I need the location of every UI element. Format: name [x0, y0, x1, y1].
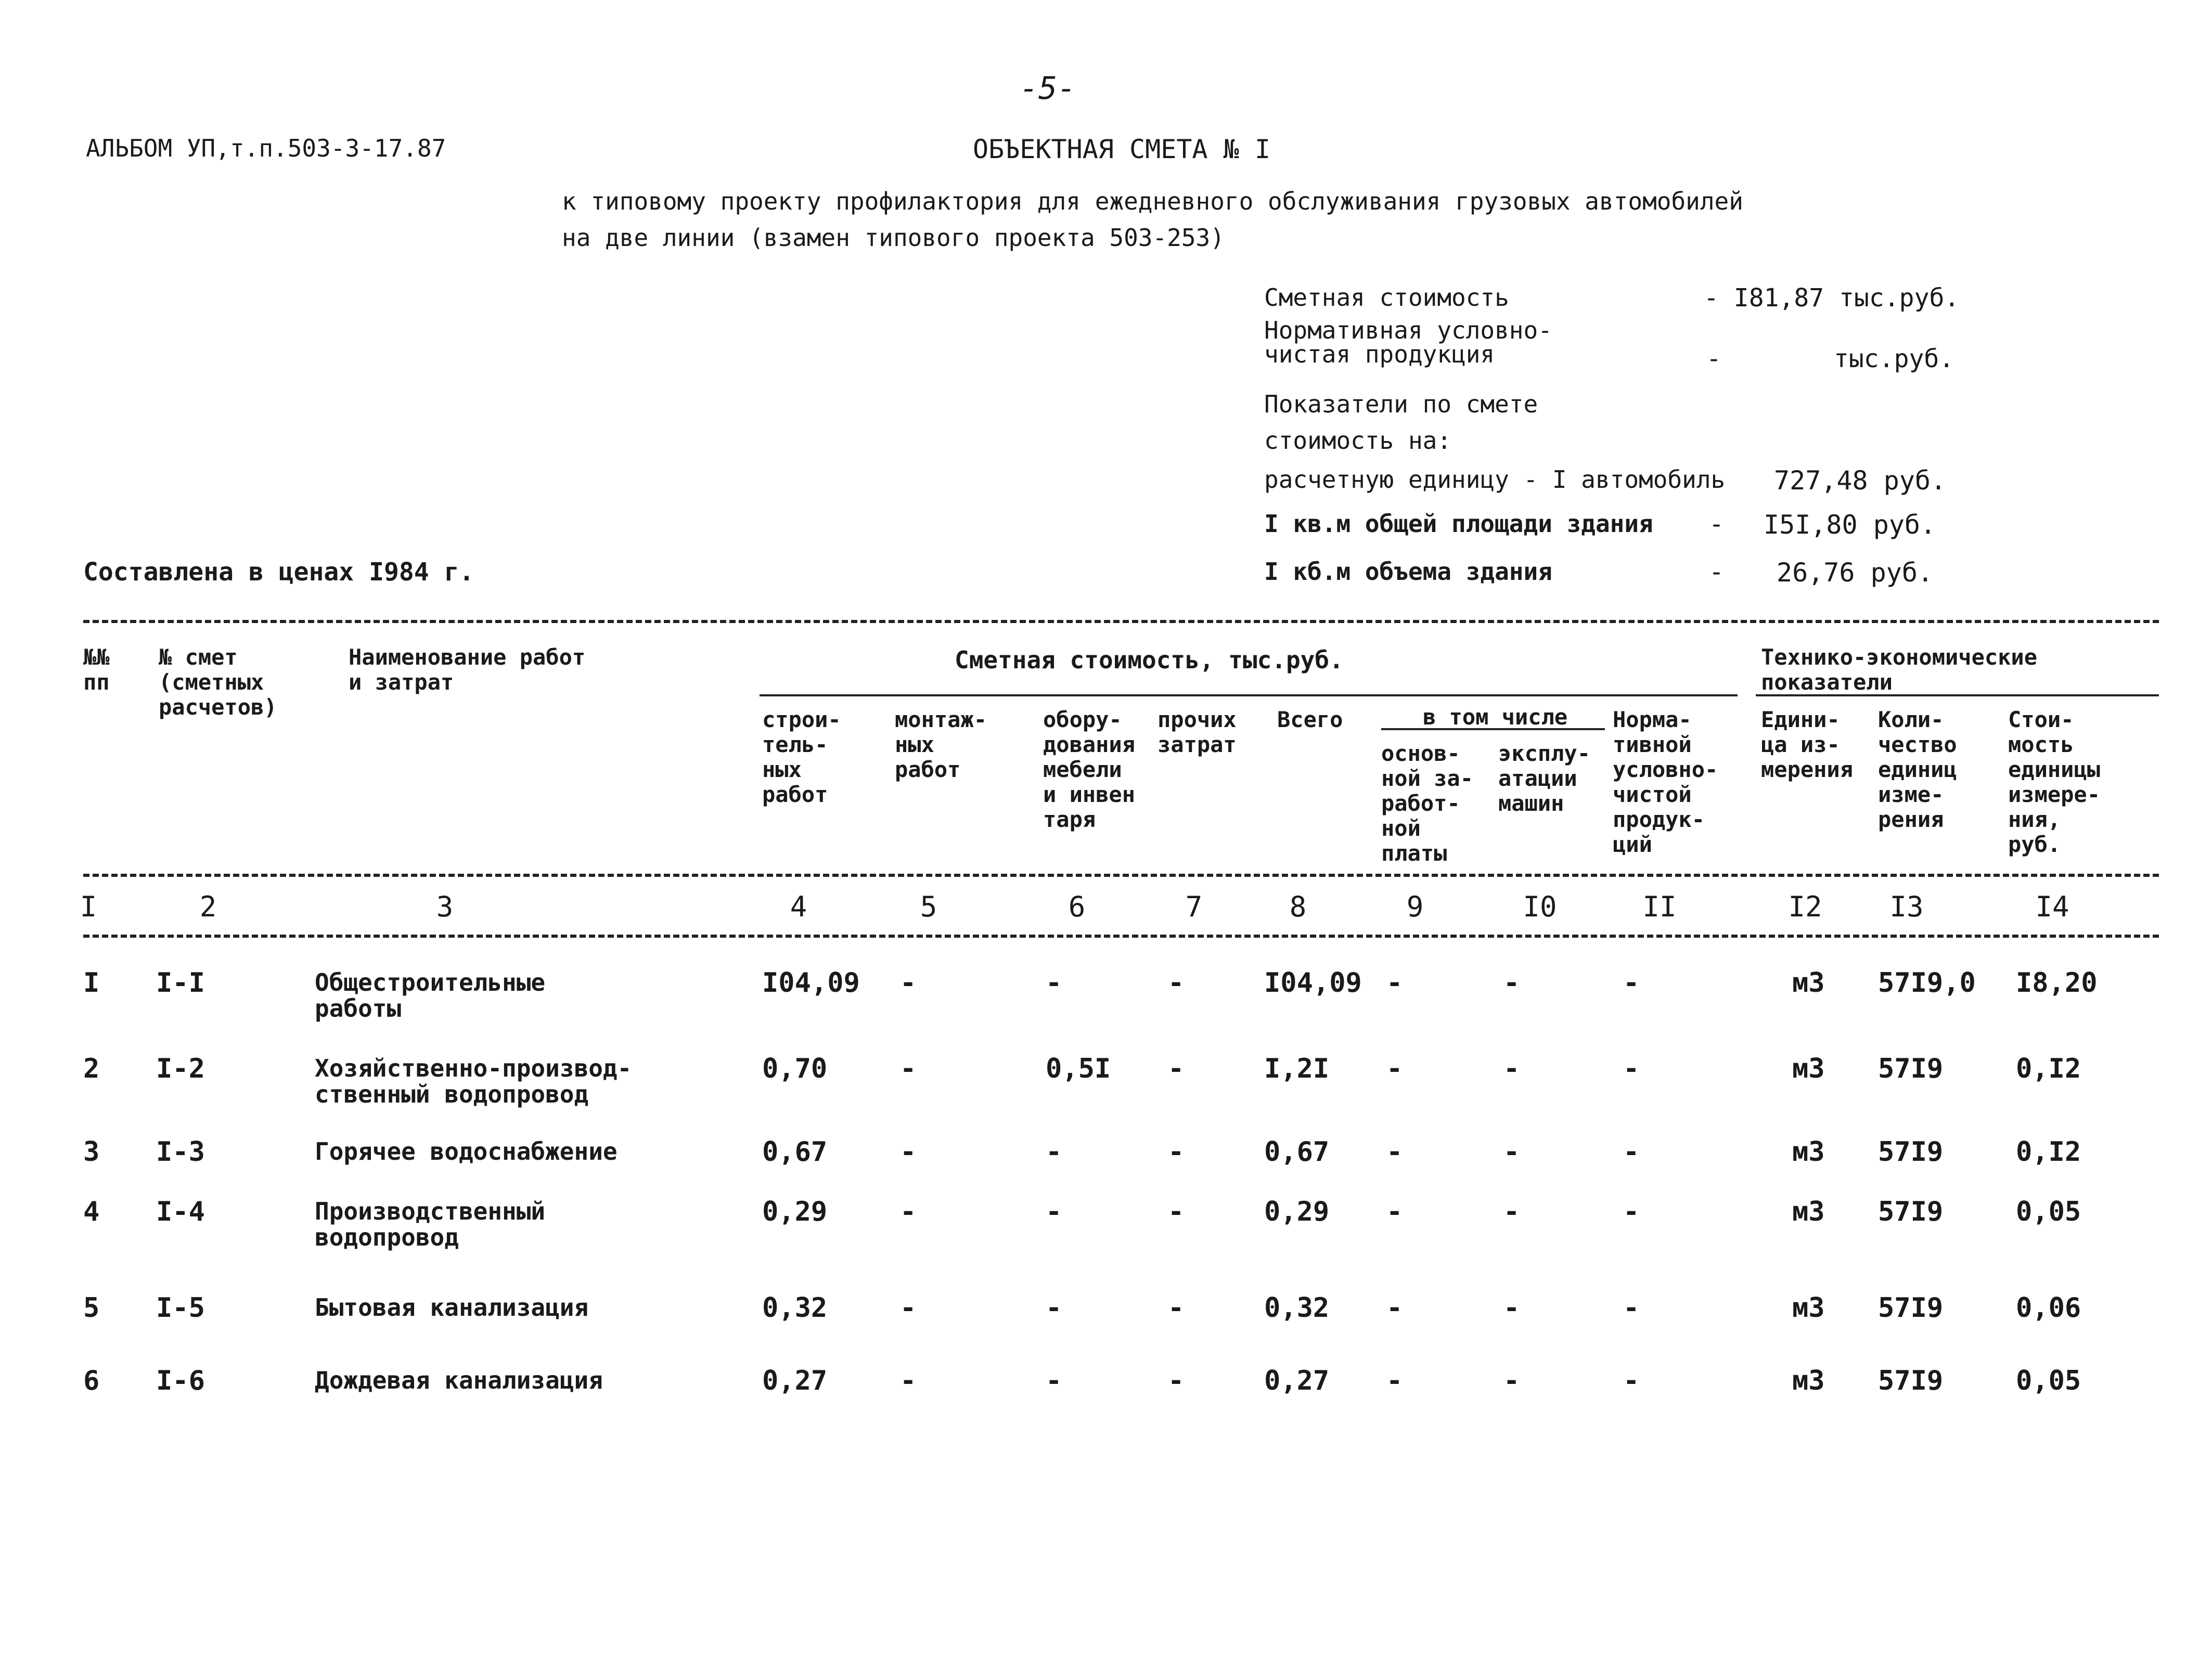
- cell-c5: -: [900, 1196, 917, 1227]
- cell-n: 3: [83, 1136, 100, 1168]
- cell-c11: -: [1623, 1136, 1640, 1168]
- normative-product-unit: тыс.руб.: [1834, 344, 1954, 373]
- indicators-subheading: стоимость на:: [1264, 426, 1452, 455]
- cell-c12: м3: [1792, 1365, 1825, 1396]
- cell-c12: м3: [1792, 967, 1825, 999]
- cell-c14: 0,05: [2016, 1365, 2081, 1396]
- cell-c9: -: [1386, 1196, 1403, 1227]
- header-including: в том числе: [1423, 704, 1568, 730]
- cell-c7: -: [1168, 1136, 1185, 1168]
- column-number-12: I2: [1788, 890, 1822, 923]
- cell-work-name: Хозяйственно-производ- ственный водопровод: [315, 1054, 632, 1108]
- cell-c10: -: [1503, 1136, 1520, 1168]
- per-unit-label: расчетную единицу - I автомобиль: [1264, 465, 1726, 494]
- cell-c11: -: [1623, 967, 1640, 999]
- cell-c8: 0,27: [1264, 1365, 1330, 1396]
- column-number-8: 8: [1289, 890, 1307, 923]
- cell-c4: 0,67: [762, 1136, 828, 1168]
- header-col-12: Едини- ца из- мерения: [1761, 707, 1854, 782]
- cell-c9: -: [1386, 1292, 1403, 1324]
- cell-code: I-2: [156, 1053, 205, 1084]
- cell-c9: -: [1386, 1136, 1403, 1168]
- compiled-prices-note: Составлена в ценах I984 г.: [83, 558, 474, 587]
- cell-c12: м3: [1792, 1136, 1825, 1168]
- column-number-13: I3: [1889, 890, 1924, 923]
- subtitle-line-1: к типовому проекту профилактория для ежедневного обслуживания грузовых автомобилей: [562, 187, 1743, 215]
- column-number-5: 5: [920, 890, 937, 923]
- header-col-5: монтаж- ных работ: [895, 707, 987, 782]
- per-sqm-value: I5I,80 руб.: [1764, 510, 1936, 540]
- cell-c4: 0,32: [762, 1292, 828, 1324]
- cell-c6: -: [1046, 1292, 1062, 1324]
- cell-c11: -: [1623, 1196, 1640, 1227]
- cost-group-underline: [760, 694, 1738, 696]
- header-col-10: эксплу- атации машин: [1498, 741, 1591, 816]
- cell-c10: -: [1503, 1196, 1520, 1227]
- cell-c7: -: [1168, 967, 1185, 999]
- header-col-11: Норма- тивной условно- чистой продук- ций: [1613, 707, 1718, 857]
- cell-c10: -: [1503, 1365, 1520, 1396]
- column-number-9: 9: [1406, 890, 1424, 923]
- per-sqm-label: I кв.м общей площади здания: [1264, 510, 1653, 538]
- cell-code: I-5: [156, 1292, 205, 1324]
- page-number: -5-: [1020, 70, 1076, 107]
- cell-c4: 0,70: [762, 1053, 828, 1084]
- cell-work-name: Бытовая канализация: [315, 1293, 589, 1322]
- cell-work-name: Общестроительные работы: [315, 968, 546, 1022]
- cell-c13: 57I9: [1878, 1053, 1944, 1084]
- cell-c7: -: [1168, 1365, 1185, 1396]
- column-number-6: 6: [1068, 890, 1086, 923]
- header-bottom-rule: [83, 874, 2159, 877]
- header-col-3: Наименование работ и затрат: [349, 644, 586, 695]
- header-col-2: № смет (сметных расчетов): [159, 644, 277, 720]
- cell-c4: I04,09: [762, 967, 860, 999]
- cell-c13: 57I9,0: [1878, 967, 1976, 999]
- cell-c7: -: [1168, 1053, 1185, 1084]
- header-col-13: Коли- чество единиц изме- рения: [1878, 707, 1957, 832]
- cell-c14: 0,05: [2016, 1196, 2081, 1227]
- cell-c13: 57I9: [1878, 1196, 1944, 1227]
- column-number-14: I4: [2035, 890, 2069, 923]
- cell-c11: -: [1623, 1053, 1640, 1084]
- cell-n: I: [83, 967, 100, 999]
- header-col-9: основ- ной за- работ- ной платы: [1381, 741, 1474, 866]
- header-col-8: Всего: [1277, 707, 1343, 732]
- cell-c5: -: [900, 1136, 917, 1168]
- cell-c8: 0,29: [1264, 1196, 1330, 1227]
- cell-c12: м3: [1792, 1053, 1825, 1084]
- cell-c5: -: [900, 967, 917, 999]
- estimated-cost-label: Сметная стоимость: [1264, 283, 1509, 312]
- cell-c6: -: [1046, 1365, 1062, 1396]
- header-col-1: №№ пп: [83, 644, 110, 695]
- column-number-11: II: [1642, 890, 1677, 923]
- header-cost-group: Сметная стоимость, тыс.руб.: [955, 646, 1344, 674]
- cell-c11: -: [1623, 1365, 1640, 1396]
- per-sqm-dash: -: [1709, 510, 1724, 539]
- header-col-7: прочих затрат: [1158, 707, 1237, 757]
- colnum-bottom-rule: [83, 935, 2159, 938]
- cell-c4: 0,27: [762, 1365, 828, 1396]
- cell-c6: -: [1046, 967, 1062, 999]
- header-tech-group: Технико-экономические показатели: [1761, 644, 2038, 695]
- cell-c5: -: [900, 1365, 917, 1396]
- header-col-6: обору- дования мебели и инвен таря: [1043, 707, 1136, 832]
- table-top-rule: [83, 620, 2159, 623]
- column-number-2: 2: [199, 890, 217, 923]
- cell-c8: 0,32: [1264, 1292, 1330, 1324]
- column-number-3: 3: [436, 890, 454, 923]
- cell-c14: 0,I2: [2016, 1053, 2081, 1084]
- per-cbm-dash: -: [1709, 558, 1724, 587]
- cell-c8: I,2I: [1264, 1053, 1330, 1084]
- cell-c6: -: [1046, 1136, 1062, 1168]
- cell-c14: 0,06: [2016, 1292, 2081, 1324]
- cell-c11: -: [1623, 1292, 1640, 1324]
- cell-work-name: Горячее водоснабжение: [315, 1137, 618, 1165]
- cell-c10: -: [1503, 967, 1520, 999]
- cell-c8: 0,67: [1264, 1136, 1330, 1168]
- cell-c14: I8,20: [2016, 967, 2098, 999]
- column-number-7: 7: [1185, 890, 1203, 923]
- album-reference: АЛЬБОМ УП,т.п.503-3-17.87: [86, 134, 446, 162]
- cell-c9: -: [1386, 1053, 1403, 1084]
- cell-n: 6: [83, 1365, 100, 1396]
- document-title: ОБЪЕКТНАЯ СМЕТА № I: [973, 134, 1270, 164]
- cell-c13: 57I9: [1878, 1365, 1944, 1396]
- cell-c12: м3: [1792, 1196, 1825, 1227]
- normative-product-label: Нормативная условно- чистая продукция: [1264, 316, 1552, 368]
- cell-c4: 0,29: [762, 1196, 828, 1227]
- indicators-heading: Показатели по смете: [1264, 390, 1538, 418]
- cell-c9: -: [1386, 1365, 1403, 1396]
- cell-c13: 57I9: [1878, 1292, 1944, 1324]
- per-cbm-label: I кб.м объема здания: [1264, 558, 1552, 586]
- header-col-14: Стои- мость единицы измере- ния, руб.: [2008, 707, 2101, 857]
- cell-code: I-6: [156, 1365, 205, 1396]
- cell-c9: -: [1386, 967, 1403, 999]
- header-col-4: строи- тель- ных работ: [762, 707, 841, 807]
- cell-c7: -: [1168, 1292, 1185, 1324]
- cell-c10: -: [1503, 1053, 1520, 1084]
- subtitle-line-2: на две линии (взамен типового проекта 503-253): [562, 224, 1225, 252]
- column-number-1: I: [80, 890, 97, 923]
- column-number-10: I0: [1523, 890, 1557, 923]
- estimated-cost-value: - I81,87 тыс.руб.: [1704, 283, 1960, 313]
- cell-c5: -: [900, 1292, 917, 1324]
- cell-c12: м3: [1792, 1292, 1825, 1324]
- cell-work-name: Производственный водопровод: [315, 1197, 546, 1251]
- cell-c7: -: [1168, 1196, 1185, 1227]
- per-unit-value: 727,48 руб.: [1774, 465, 1947, 496]
- normative-product-dash: -: [1706, 344, 1721, 373]
- cell-code: I-4: [156, 1196, 205, 1227]
- cell-c5: -: [900, 1053, 917, 1084]
- cell-c8: I04,09: [1264, 967, 1362, 999]
- cell-c13: 57I9: [1878, 1136, 1944, 1168]
- cell-n: 2: [83, 1053, 100, 1084]
- cell-c10: -: [1503, 1292, 1520, 1324]
- column-number-4: 4: [790, 890, 807, 923]
- cell-work-name: Дождевая канализация: [315, 1366, 603, 1394]
- cell-code: I-3: [156, 1136, 205, 1168]
- cell-n: 5: [83, 1292, 100, 1324]
- cell-n: 4: [83, 1196, 100, 1227]
- per-cbm-value: 26,76 руб.: [1777, 558, 1934, 588]
- cell-c6: -: [1046, 1196, 1062, 1227]
- cell-c6: 0,5I: [1046, 1053, 1111, 1084]
- cell-code: I-I: [156, 967, 205, 999]
- cell-c14: 0,I2: [2016, 1136, 2081, 1168]
